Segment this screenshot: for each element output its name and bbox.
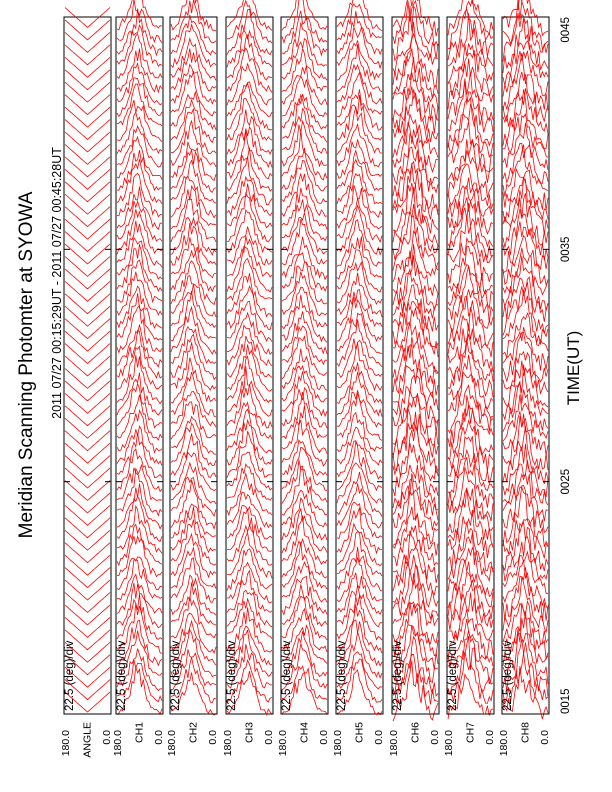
x-axis-label: TIME(UT) [564,330,583,406]
panel-scale-label: 22.5 (deg)/div [447,640,459,711]
panel-channel-label: CH1 [133,722,146,744]
panel-scale-label: 22.5 (deg)/div [392,640,404,711]
panel-y-top: 180.0 [332,730,344,757]
panel-scale-label: 22.5 (deg)/div [502,640,514,711]
panel-y-top: 180.0 [388,730,400,757]
panel-channel-label: CH4 [298,722,311,744]
panel-frame [170,17,217,714]
x-tick-label: 0025 [560,468,572,495]
panel-channel-label: CH8 [519,722,532,744]
panel-channel-label: CH7 [464,722,477,744]
panel-scale-label: 22.5 (deg)/div [64,640,76,711]
panel-y-bottom: 0.0 [101,730,113,745]
x-tick-label: 0035 [560,236,572,263]
panel-y-top: 180.0 [60,730,72,757]
panel-ch8 [498,0,551,756]
panel-y-bottom: 0.0 [373,730,385,745]
panel-ch7 [443,0,496,756]
panel-y-top: 180.0 [498,730,510,757]
panel-ch2 [166,0,219,756]
panel-y-bottom: 0.0 [263,730,275,745]
panel-y-top: 180.0 [222,730,234,757]
panel-channel-label: ANGLE [81,722,94,758]
panel-ch3 [222,0,275,756]
panel-channel-label: CH6 [409,722,422,744]
time-range: 2011 07/27 00:15:29UT - 2011 07/27 00:45:28UT [50,147,64,419]
panel-frame [502,17,549,714]
chart-title: Meridian Scanning Photomter at SYOWA [16,191,37,539]
panel-scale-label: 22.5 (deg)/div [336,640,348,711]
panel-y-top: 180.0 [166,730,178,757]
panel-y-top: 180.0 [277,730,289,757]
panel-scale-label: 22.5 (deg)/div [226,640,238,711]
panel-channel-label: CH3 [243,722,256,744]
panels-layer [60,0,551,758]
panel-y-bottom: 0.0 [539,730,551,745]
panel-scale-label: 22.5 (deg)/div [116,640,128,711]
panel-y-top: 180.0 [443,730,455,757]
panel-y-top: 180.0 [112,730,124,757]
panel-channel-label: CH2 [187,722,200,744]
panel-y-bottom: 0.0 [429,730,441,745]
panel-y-bottom: 0.0 [318,730,330,745]
panel-scale-label: 22.5 (deg)/div [281,640,293,711]
panel-y-bottom: 0.0 [207,730,219,745]
panel-channel-label: CH5 [353,722,366,744]
x-tick-label: 0045 [560,17,572,43]
panel-ch5 [332,0,385,756]
panel-ch6 [388,0,441,756]
panel-ch4 [277,0,330,756]
panel-ch1 [112,0,165,756]
panel-angle [60,8,113,758]
panel-frame [64,17,111,714]
panel-y-bottom: 0.0 [153,730,165,745]
panel-scale-label: 22.5 (deg)/div [170,640,182,711]
x-tick-label: 0015 [560,688,572,714]
panel-y-bottom: 0.0 [484,730,496,745]
